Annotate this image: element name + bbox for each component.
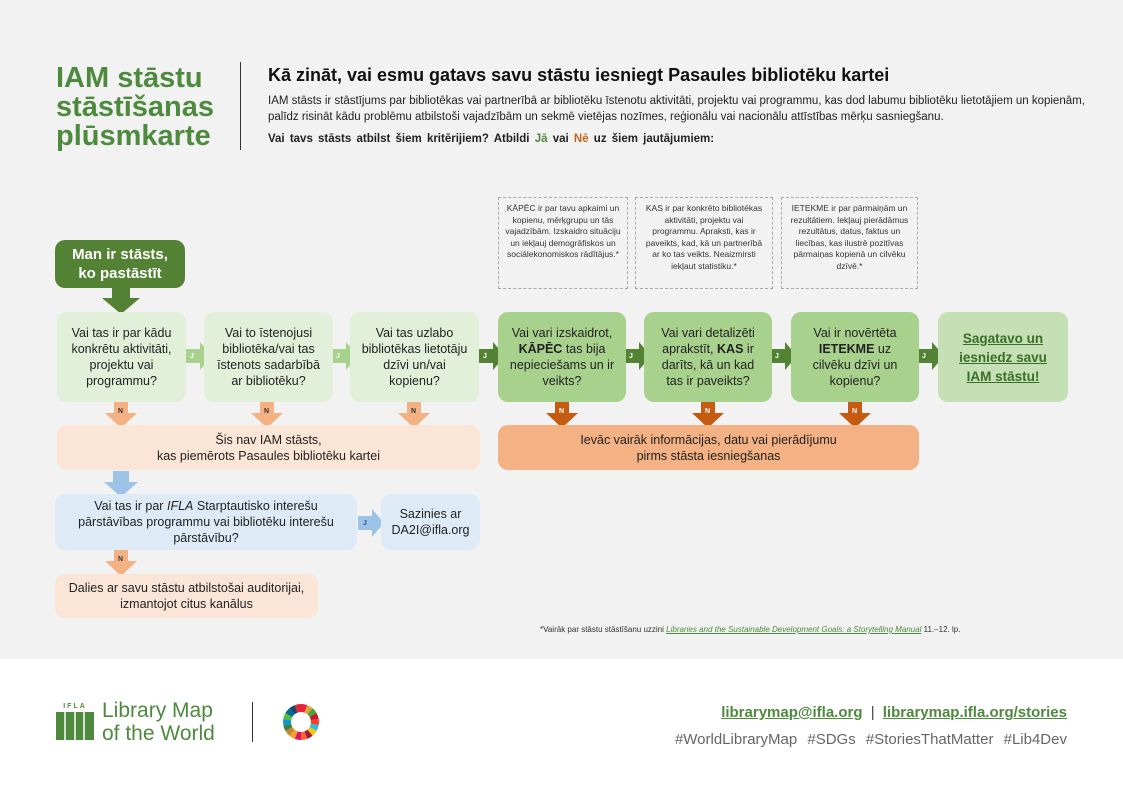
sdg-wheel-icon [281,702,321,742]
q5-keyword: KAS [717,342,744,356]
more-info-box [498,425,919,470]
library-map-logo-text [102,699,215,745]
j-label: J [629,353,633,360]
ifla-text: IFLA [63,703,87,710]
hashtags: #WorldLibraryMap #SDGs #StoriesThatMatter #Lib4Dev [674,731,1067,748]
question-library: Vai to īstenojusi bibliotēka/vai tas īstenots sadarbībā ar bibliotēku? [204,312,333,402]
intro-text: IAM stāsts ir stāstījums par bibliotēkas vai partnerībā ar bibliotēku īstenotu aktivitāti, projektu vai programmu, kas dod labumu bibliotēku lietotājiem un kopienām, palīdz risināt kādu problēmu atbilstoši vajadzībām un sekmē vietējas nozīmes, reģionālu vai nacionālu attīstības mērķu sasniegšanu. [268,95,1085,123]
contact-box[interactable]: Sazinies ar DA2I@ifla.org [381,494,480,550]
note-impact: IETEKME ir par pārmaiņām un rezultātiem. Iekļauj pierādāmus rezultātus, datus, faktus un liecības, kas ilustrē pozitīvas pārmaiņas kopienā un cilvēku dzīvē.* [781,197,918,289]
note-why: KĀPĒC ir par tavu apkaimi un kopienu, mērķgrupu un tās vajadzībām. Izskaidro situāciju un iekļauj demogrāfiskos un sociālekonomiskos rādītājus.* [498,197,628,289]
ifla-logo-icon [56,702,94,740]
advocacy-question [55,494,357,550]
advocacy-text: Vai tas ir par [94,499,164,513]
footer-divider [252,702,253,742]
not-iam-line1: Šis nav IAM stāsts, [215,432,322,447]
storytelling-manual-link[interactable]: Libraries and the Sustainable Development Goals: a Storytelling Manual [666,625,922,634]
n-label: N [852,408,858,415]
j-label: J [775,353,779,360]
q5-text-end: ir darīts, kā un kad tas ir paveikts? [661,342,755,388]
q6-text-end: uz cilvēku dzīvi un kopienu? [812,342,898,388]
footnote-prefix: *Vairāk par stāstu stāstīšanu uzzini [540,625,664,634]
q4-text-end: tas bija nepieciešams un ir veikts? [509,342,615,388]
n-label: N [559,408,565,415]
footer-links [721,704,1067,721]
flowchart-title: IAM stāstu stāstīšanas plūsmkarte [56,62,214,152]
note-what: KAS ir par konkrēto bibliotēkas aktivitāti, projektu vai programmu. Apraksti, kas ir paveikts, kad, kā un partnerībā ar ko tas veikts. Neaizmirsti iekļaut statistiku.* [635,197,773,289]
j-label: J [483,353,487,360]
n-label: N [264,408,270,415]
question-suffix: uz šiem jautājumiem: [593,133,715,145]
logo-line2: of the World [102,722,215,745]
j-label: J [190,353,194,360]
question-improves: Vai tas uzlabo bibliotēkas lietotāju dzīvi un/vai kopienu? [350,312,479,402]
question-why [498,312,626,402]
stories-site-link[interactable]: librarymap.ifla.org/stories [882,704,1067,721]
no-label: Nē [573,133,589,145]
page-heading: Kā zināt, vai esmu gatavs savu stāstu iesniegt Pasaules bibliotēku kartei [268,65,890,85]
j-label: J [363,520,367,527]
start-down-arrow [102,288,140,314]
q6-text: Vai ir novērtēta [813,326,897,340]
no-arrow-advocacy [105,550,137,576]
advocacy-ifla: IFLA [166,499,194,513]
email-link[interactable]: librarymap@ifla.org [721,704,863,721]
or-label: vai [552,133,569,145]
n-label: N [118,408,124,415]
q5-text: Vai vari detalizēti aprakstīt, [661,326,755,356]
yes-label: Jā [534,133,548,145]
question-prefix: Vai tavs stāsts atbilst šiem kritērijiem? Atbildi [268,133,530,145]
q4-text: Vai vari izskaidrot, [511,326,613,340]
not-iam-line2: kas piemērots Pasaules bibliotēku kartei [156,448,381,463]
q4-keyword: KĀPĒC [518,342,563,356]
advocacy-text-end: Starptautisko interešu pārstāvības programmu vai bibliotēku interešu pārstāvību? [78,499,334,545]
more-info-line2: pirms stāsta iesniegšanas [636,448,781,463]
question-what [644,312,772,402]
n-label: N [411,408,417,415]
logo-line1: Library Map [102,699,213,722]
footnote [540,625,960,634]
start-box: Man ir stāsts, ko pastāstīt [55,240,185,288]
n-label: N [118,556,124,563]
question-impact [791,312,919,402]
j-label: J [336,353,340,360]
submit-story-link[interactable]: Sagatavo un iesniedz savu IAM stāstu! [938,312,1068,402]
n-label: N [705,408,711,415]
q6-keyword: IETEKME [818,342,875,356]
link-separator: | [870,704,875,721]
footnote-pages: 11.–12. lp. [923,625,961,634]
share-box: Dalies ar savu stāstu atbilstošai auditorijai, izmantojot citus kanālus [55,574,318,618]
j-label: J [922,353,926,360]
not-iam-box [57,425,480,470]
question-activity: Vai tas ir par kādu konkrētu aktivitāti, projektu vai programmu? [57,312,186,402]
more-info-line1: Ievāc vairāk informācijas, datu vai pierādījumu [580,432,837,447]
